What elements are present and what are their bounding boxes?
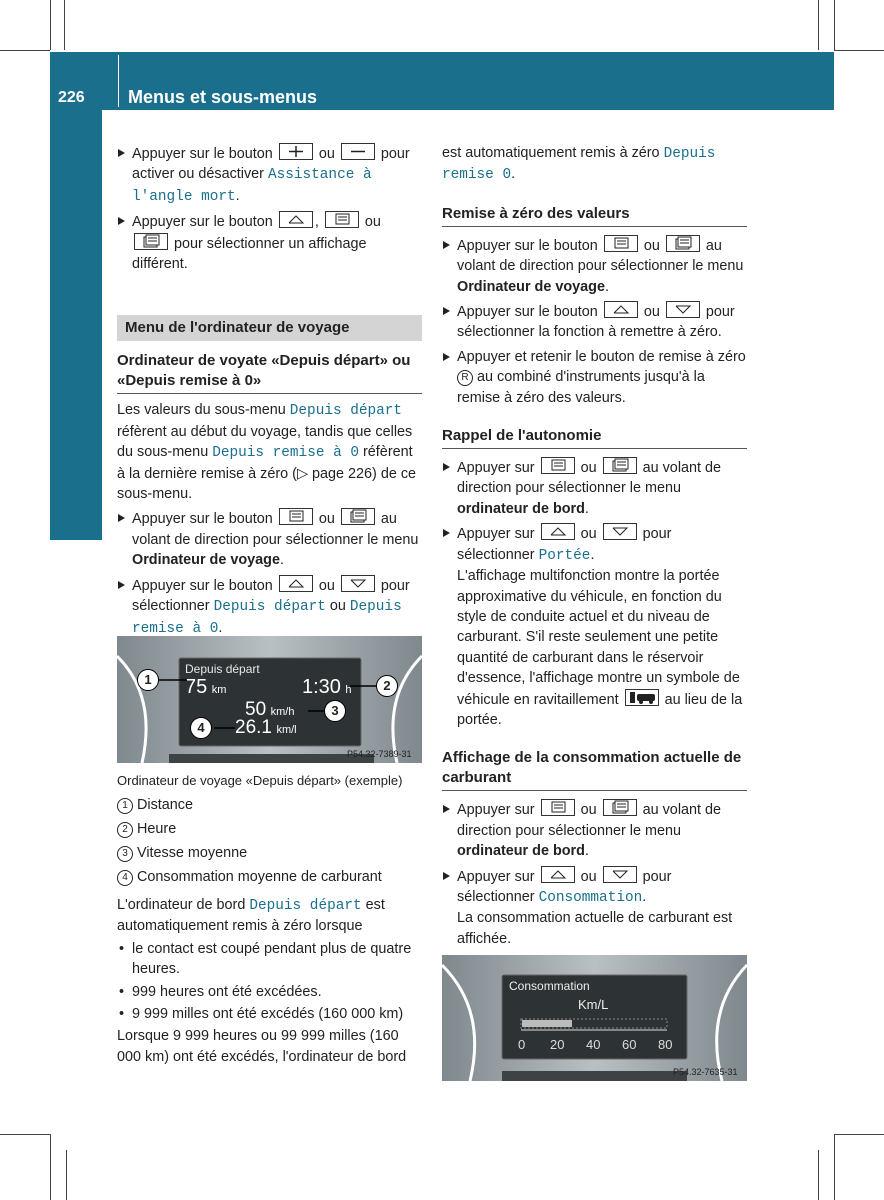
crop-mark — [818, 0, 819, 50]
reset-button-icon: R — [457, 370, 473, 386]
minus-button-icon — [341, 143, 375, 160]
down-arrow-button-icon — [666, 301, 700, 318]
scale-tick-label: 40 — [586, 1037, 601, 1052]
crop-mark — [0, 50, 50, 51]
down-arrow-button-icon — [341, 575, 375, 592]
crop-mark — [834, 1134, 835, 1200]
header-divider — [118, 55, 119, 107]
figure-caption: Ordinateur de voyage «Depuis départ» (exemple) — [117, 773, 403, 788]
instruction-item: Appuyer sur ou au volant de direction pour sélectionner le menu ordinateur de bord. — [442, 799, 747, 861]
subsection-heading: Ordinateur de voyate «Depuis départ» ou «Depuis remise à 0» — [117, 351, 422, 394]
up-arrow-button-icon — [541, 866, 575, 883]
instruction-item: Appuyer sur ou pour sélectionner Consommation. La consommation actuelle de carburant est affichée. — [442, 866, 747, 950]
crop-mark — [834, 1134, 884, 1135]
figure-code: P54.32-7635-31 — [673, 1067, 738, 1077]
page-back-button-icon — [279, 508, 313, 525]
page-number: 226 — [58, 89, 85, 106]
crop-mark — [818, 1150, 819, 1200]
consumption-title: Consommation — [509, 979, 590, 993]
speed-readout: 50 km/h — [245, 699, 295, 720]
crop-mark — [66, 1150, 67, 1200]
consumption-level-bar — [522, 1020, 572, 1027]
bullet-item: • 9 999 milles ont été excédés (160 000 km) — [117, 1004, 422, 1024]
time-readout: 1:30 h — [302, 676, 352, 698]
legend-list — [117, 793, 422, 889]
paragraph: Les valeurs du sous-menu Depuis départ réfèrent au début du voyage, tandis que celles du sous-menu Depuis remise à 0 réfèrent à la dernière remise à zéro (▷ page 226) de ce sous-menu. — [117, 402, 417, 503]
down-arrow-button-icon — [603, 523, 637, 540]
legend-item: 3 Vitesse moyenne — [117, 841, 422, 865]
left-column-lower — [117, 772, 422, 1067]
callout-2: 2 — [376, 675, 398, 697]
section-heading: Menu de l'ordinateur de voyage — [117, 315, 422, 341]
crop-mark — [50, 1134, 51, 1200]
instruction-item: Appuyer sur le bouton ou pour activer ou désactiver Assistance à l'angle mort. — [117, 143, 422, 207]
page-title: Menus et sous-menus — [128, 87, 318, 107]
callout-3: 3 — [324, 700, 346, 722]
instruction-item: Appuyer sur le bouton ou pour sélectionner la fonction à remettre à zéro. — [442, 301, 747, 343]
page-forward-button-icon — [603, 457, 637, 474]
paragraph: L'ordinateur de bord Depuis départ est automatiquement remis à zéro lorsque — [117, 897, 385, 935]
crop-mark — [834, 50, 884, 51]
trip-computer-figure — [117, 636, 422, 763]
subsection-heading: Affichage de la consommation actuelle de carburant — [442, 748, 747, 791]
bullet-item: • le contact est coupé pendant plus de quatre heures. — [117, 939, 422, 980]
paragraph: Lorsque 9 999 heures ou 99 999 milles (160 000 km) ont été excédés, l'ordinateur de bord — [117, 1028, 407, 1065]
instruction-item: Appuyer sur le bouton ou au volant de direction pour sélectionner le menu Ordinateur de voyage. — [442, 235, 747, 297]
crop-mark — [50, 0, 51, 50]
distance-readout: 75 km — [185, 676, 227, 698]
page-forward-button-icon — [341, 508, 375, 525]
instruction-item: Appuyer sur ou pour sélectionner Portée. L'affichage multifonction montre la portée approximative du véhicule, en fonction du style de conduite actuel et du niveau de carburant. S'il reste seulement une petite quantité de carburant dans le réservoir d'essence, l'affichage montre un symbole de véhicule en ravitaillement au lieu de la portée. — [442, 523, 747, 730]
callout-1: 1 — [137, 669, 159, 691]
scale-tick-label: 80 — [658, 1037, 673, 1052]
up-arrow-button-icon — [604, 301, 638, 318]
paragraph: est automatiquement remis à zéro Depuis remise 0. — [442, 145, 716, 184]
consumption-figure — [442, 955, 747, 1081]
subsection-heading: Remise à zéro des valeurs — [442, 204, 747, 227]
figure-code: P54.32-7389-31 — [347, 749, 412, 759]
subsection-heading: Rappel de l'autonomie — [442, 426, 747, 449]
bullet-item: • 999 heures ont été excédées. — [117, 982, 422, 1002]
instruction-item: Appuyer et retenir le bouton de remise à zéro R au combiné d'instruments jusqu'à la remise à zéro des valeurs. — [442, 347, 747, 408]
crop-mark — [64, 0, 65, 50]
page-back-button-icon — [541, 457, 575, 474]
consumption-display-illustration — [442, 955, 747, 1081]
instruction-item: Appuyer sur le bouton ou pour sélectionner Depuis départ ou Depuis remise à 0. — [117, 575, 422, 639]
refuel-vehicle-icon — [625, 689, 659, 706]
up-arrow-button-icon — [279, 575, 313, 592]
up-arrow-button-icon — [541, 523, 575, 540]
page-back-button-icon — [604, 235, 638, 252]
page-forward-button-icon — [134, 233, 168, 250]
display-label: Depuis départ — [185, 662, 260, 676]
page-forward-button-icon — [666, 235, 700, 252]
down-arrow-button-icon — [603, 866, 637, 883]
consumption-unit: Km/L — [578, 997, 609, 1012]
crop-mark — [834, 0, 835, 50]
page-forward-button-icon — [603, 799, 637, 816]
instruction-item: Appuyer sur le bouton ou au volant de direction pour sélectionner le menu Ordinateur de voyage. — [117, 508, 422, 570]
sidebar-title-text: Ordinateur de bord et affichages — [62, 177, 84, 486]
page-back-button-icon — [325, 211, 359, 228]
crop-mark — [0, 1134, 50, 1135]
consumption-readout: 26.1 km/l — [235, 717, 297, 738]
legend-item: 2 Heure — [117, 817, 422, 841]
callout-4: 4 — [190, 717, 212, 739]
legend-item: 1 Distance — [117, 793, 422, 817]
scale-tick-label: 20 — [550, 1037, 565, 1052]
up-arrow-button-icon — [279, 211, 313, 228]
plus-button-icon — [279, 143, 313, 160]
scale-tick-label: 0 — [518, 1037, 526, 1052]
instruction-item: Appuyer sur ou au volant de direction pour sélectionner le menu ordinateur de bord. — [442, 457, 747, 519]
page-back-button-icon — [541, 799, 575, 816]
callout-lines — [117, 636, 422, 763]
left-column — [117, 143, 422, 643]
legend-item: 4 Consommation moyenne de carburant — [117, 865, 422, 889]
instruction-item: Appuyer sur le bouton , ou pour sélectionner un affichage différent. — [117, 211, 422, 274]
right-column — [442, 143, 747, 953]
scale-tick-label: 60 — [622, 1037, 637, 1052]
